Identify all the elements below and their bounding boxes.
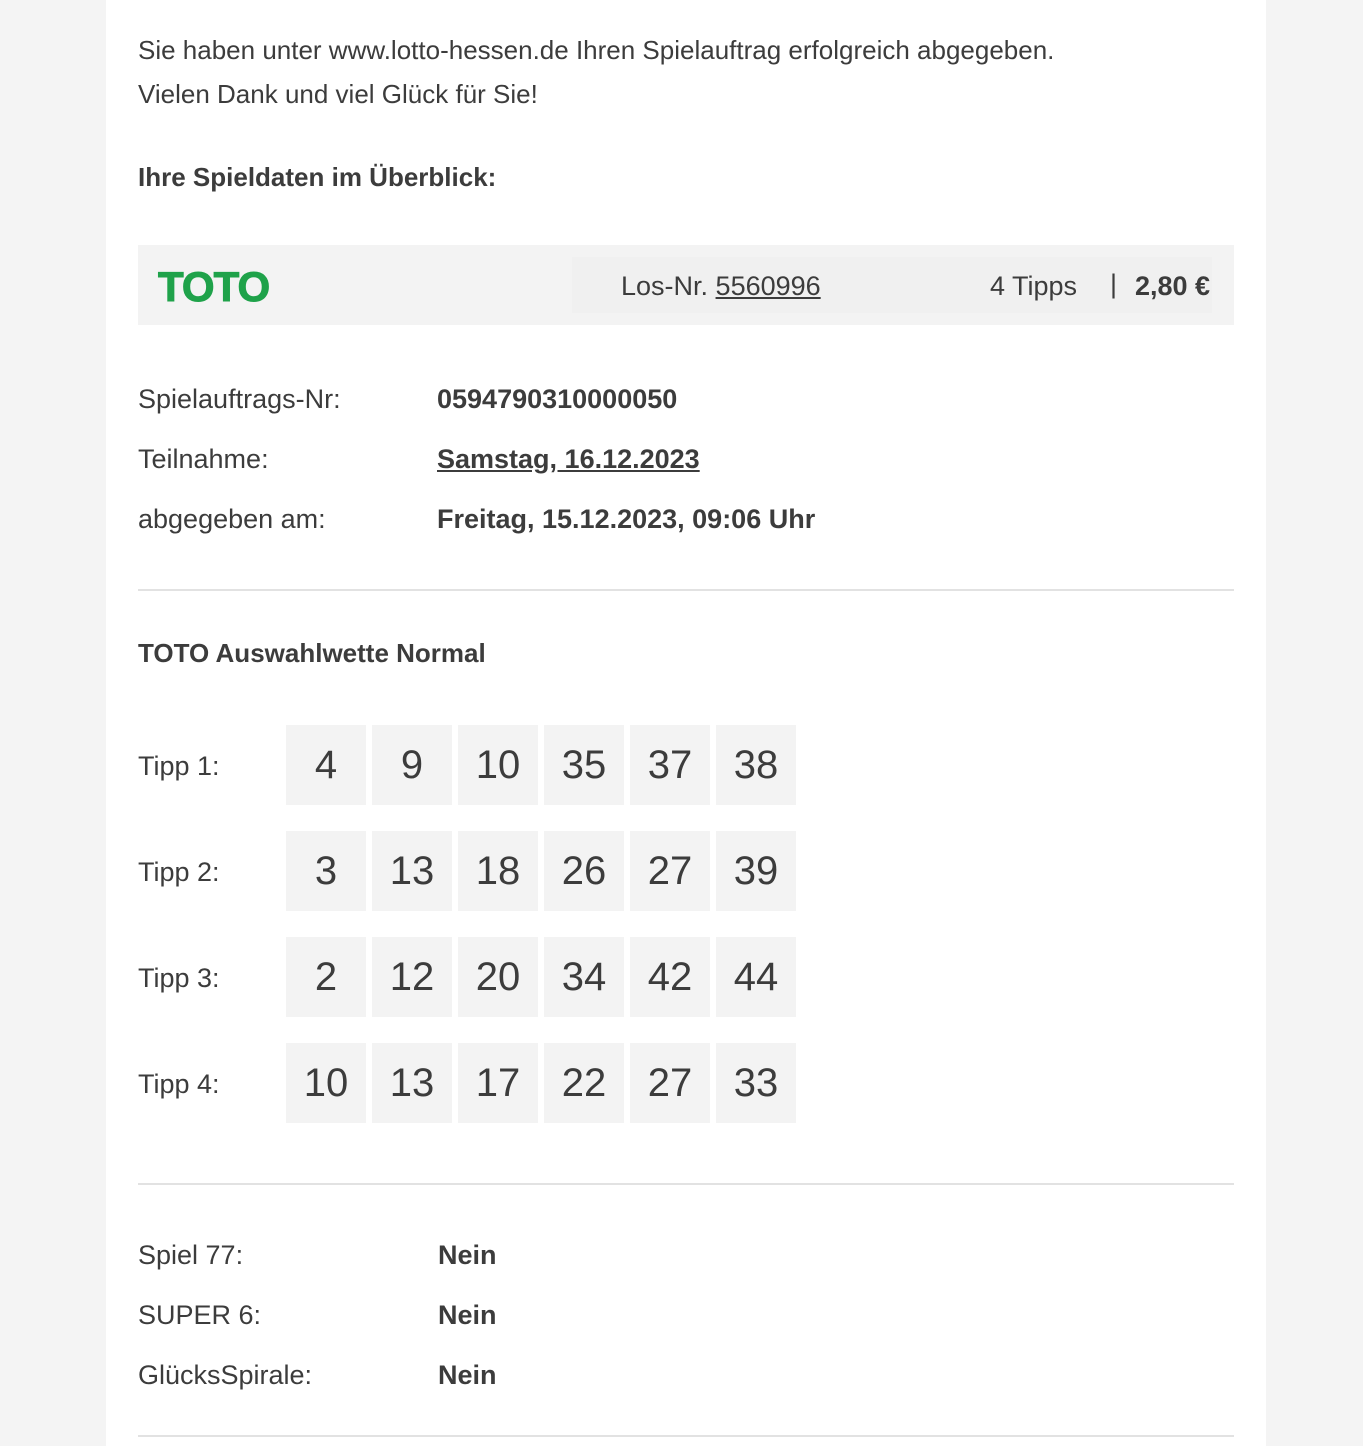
number-cell: 18 — [458, 831, 538, 911]
detail-value: 0594790310000050 — [437, 384, 678, 414]
number-cell: 35 — [544, 725, 624, 805]
extra-label: GlücksSpirale: — [138, 1360, 313, 1390]
number-cell: 34 — [544, 937, 624, 1017]
overview-heading: Ihre Spieldaten im Überblick: — [138, 162, 497, 192]
detail-label: abgegeben am: — [138, 504, 326, 534]
number-cell: 22 — [544, 1043, 624, 1123]
detail-label: Spielauftrags-Nr: — [138, 384, 341, 414]
tipp-label: Tipp 4: — [138, 1069, 220, 1099]
number-cell: 42 — [630, 937, 710, 1017]
extra-value: Nein — [438, 1360, 497, 1390]
tipps-count: 4 Tipps — [990, 271, 1078, 301]
number-cell: 27 — [630, 831, 710, 911]
teilnahme-date-link[interactable]: Samstag, 16.12.2023 — [437, 444, 700, 474]
intro-text — [138, 28, 1234, 116]
number-cell: 10 — [458, 725, 538, 805]
number-cell: 13 — [372, 831, 452, 911]
ticket-price: 2,80 € — [1135, 271, 1211, 301]
number-cell: 20 — [458, 937, 538, 1017]
tipp-row — [138, 831, 838, 911]
number-cell: 10 — [286, 1043, 366, 1123]
number-cell: 13 — [372, 1043, 452, 1123]
divider — [138, 1183, 1234, 1185]
number-cell: 33 — [716, 1043, 796, 1123]
number-cell: 9 — [372, 725, 452, 805]
number-cell: 37 — [630, 725, 710, 805]
divider — [138, 589, 1234, 591]
los-number — [621, 271, 821, 302]
number-cell: 44 — [716, 937, 796, 1017]
number-cell: 4 — [286, 725, 366, 805]
tipp-label: Tipp 2: — [138, 857, 220, 887]
separator: | — [1110, 269, 1118, 299]
los-number-link[interactable]: 5560996 — [715, 271, 821, 301]
tipp-label: Tipp 1: — [138, 751, 220, 781]
number-cell: 2 — [286, 937, 366, 1017]
number-cell: 3 — [286, 831, 366, 911]
intro-line-1: Sie haben unter www.lotto-hessen.de Ihren Spielauftrag erfolgreich abgegeben. — [138, 35, 1055, 65]
game-title: TOTO Auswahlwette Normal — [138, 638, 486, 668]
extra-value: Nein — [438, 1300, 497, 1330]
number-cell: 17 — [458, 1043, 538, 1123]
ticket-summary-bar — [138, 245, 1234, 325]
intro-line-2: Vielen Dank und viel Glück für Sie! — [138, 79, 538, 109]
extra-label: Spiel 77: — [138, 1240, 244, 1270]
number-cell: 26 — [544, 831, 624, 911]
extra-label: SUPER 6: — [138, 1300, 262, 1330]
number-cell: 12 — [372, 937, 452, 1017]
extra-value: Nein — [438, 1240, 497, 1270]
tipp-row — [138, 725, 838, 805]
tipp-label: Tipp 3: — [138, 963, 220, 993]
detail-label: Teilnahme: — [138, 444, 269, 474]
number-cell: 39 — [716, 831, 796, 911]
tipp-row — [138, 1043, 838, 1123]
detail-value: Freitag, 15.12.2023, 09:06 Uhr — [437, 504, 816, 534]
los-label: Los-Nr. — [621, 271, 709, 301]
tipp-row — [138, 937, 838, 1017]
confirmation-email — [106, 0, 1266, 1446]
number-cell: 38 — [716, 725, 796, 805]
number-cell: 27 — [630, 1043, 710, 1123]
toto-logo: TOTO — [158, 263, 270, 310]
divider — [138, 1435, 1234, 1437]
